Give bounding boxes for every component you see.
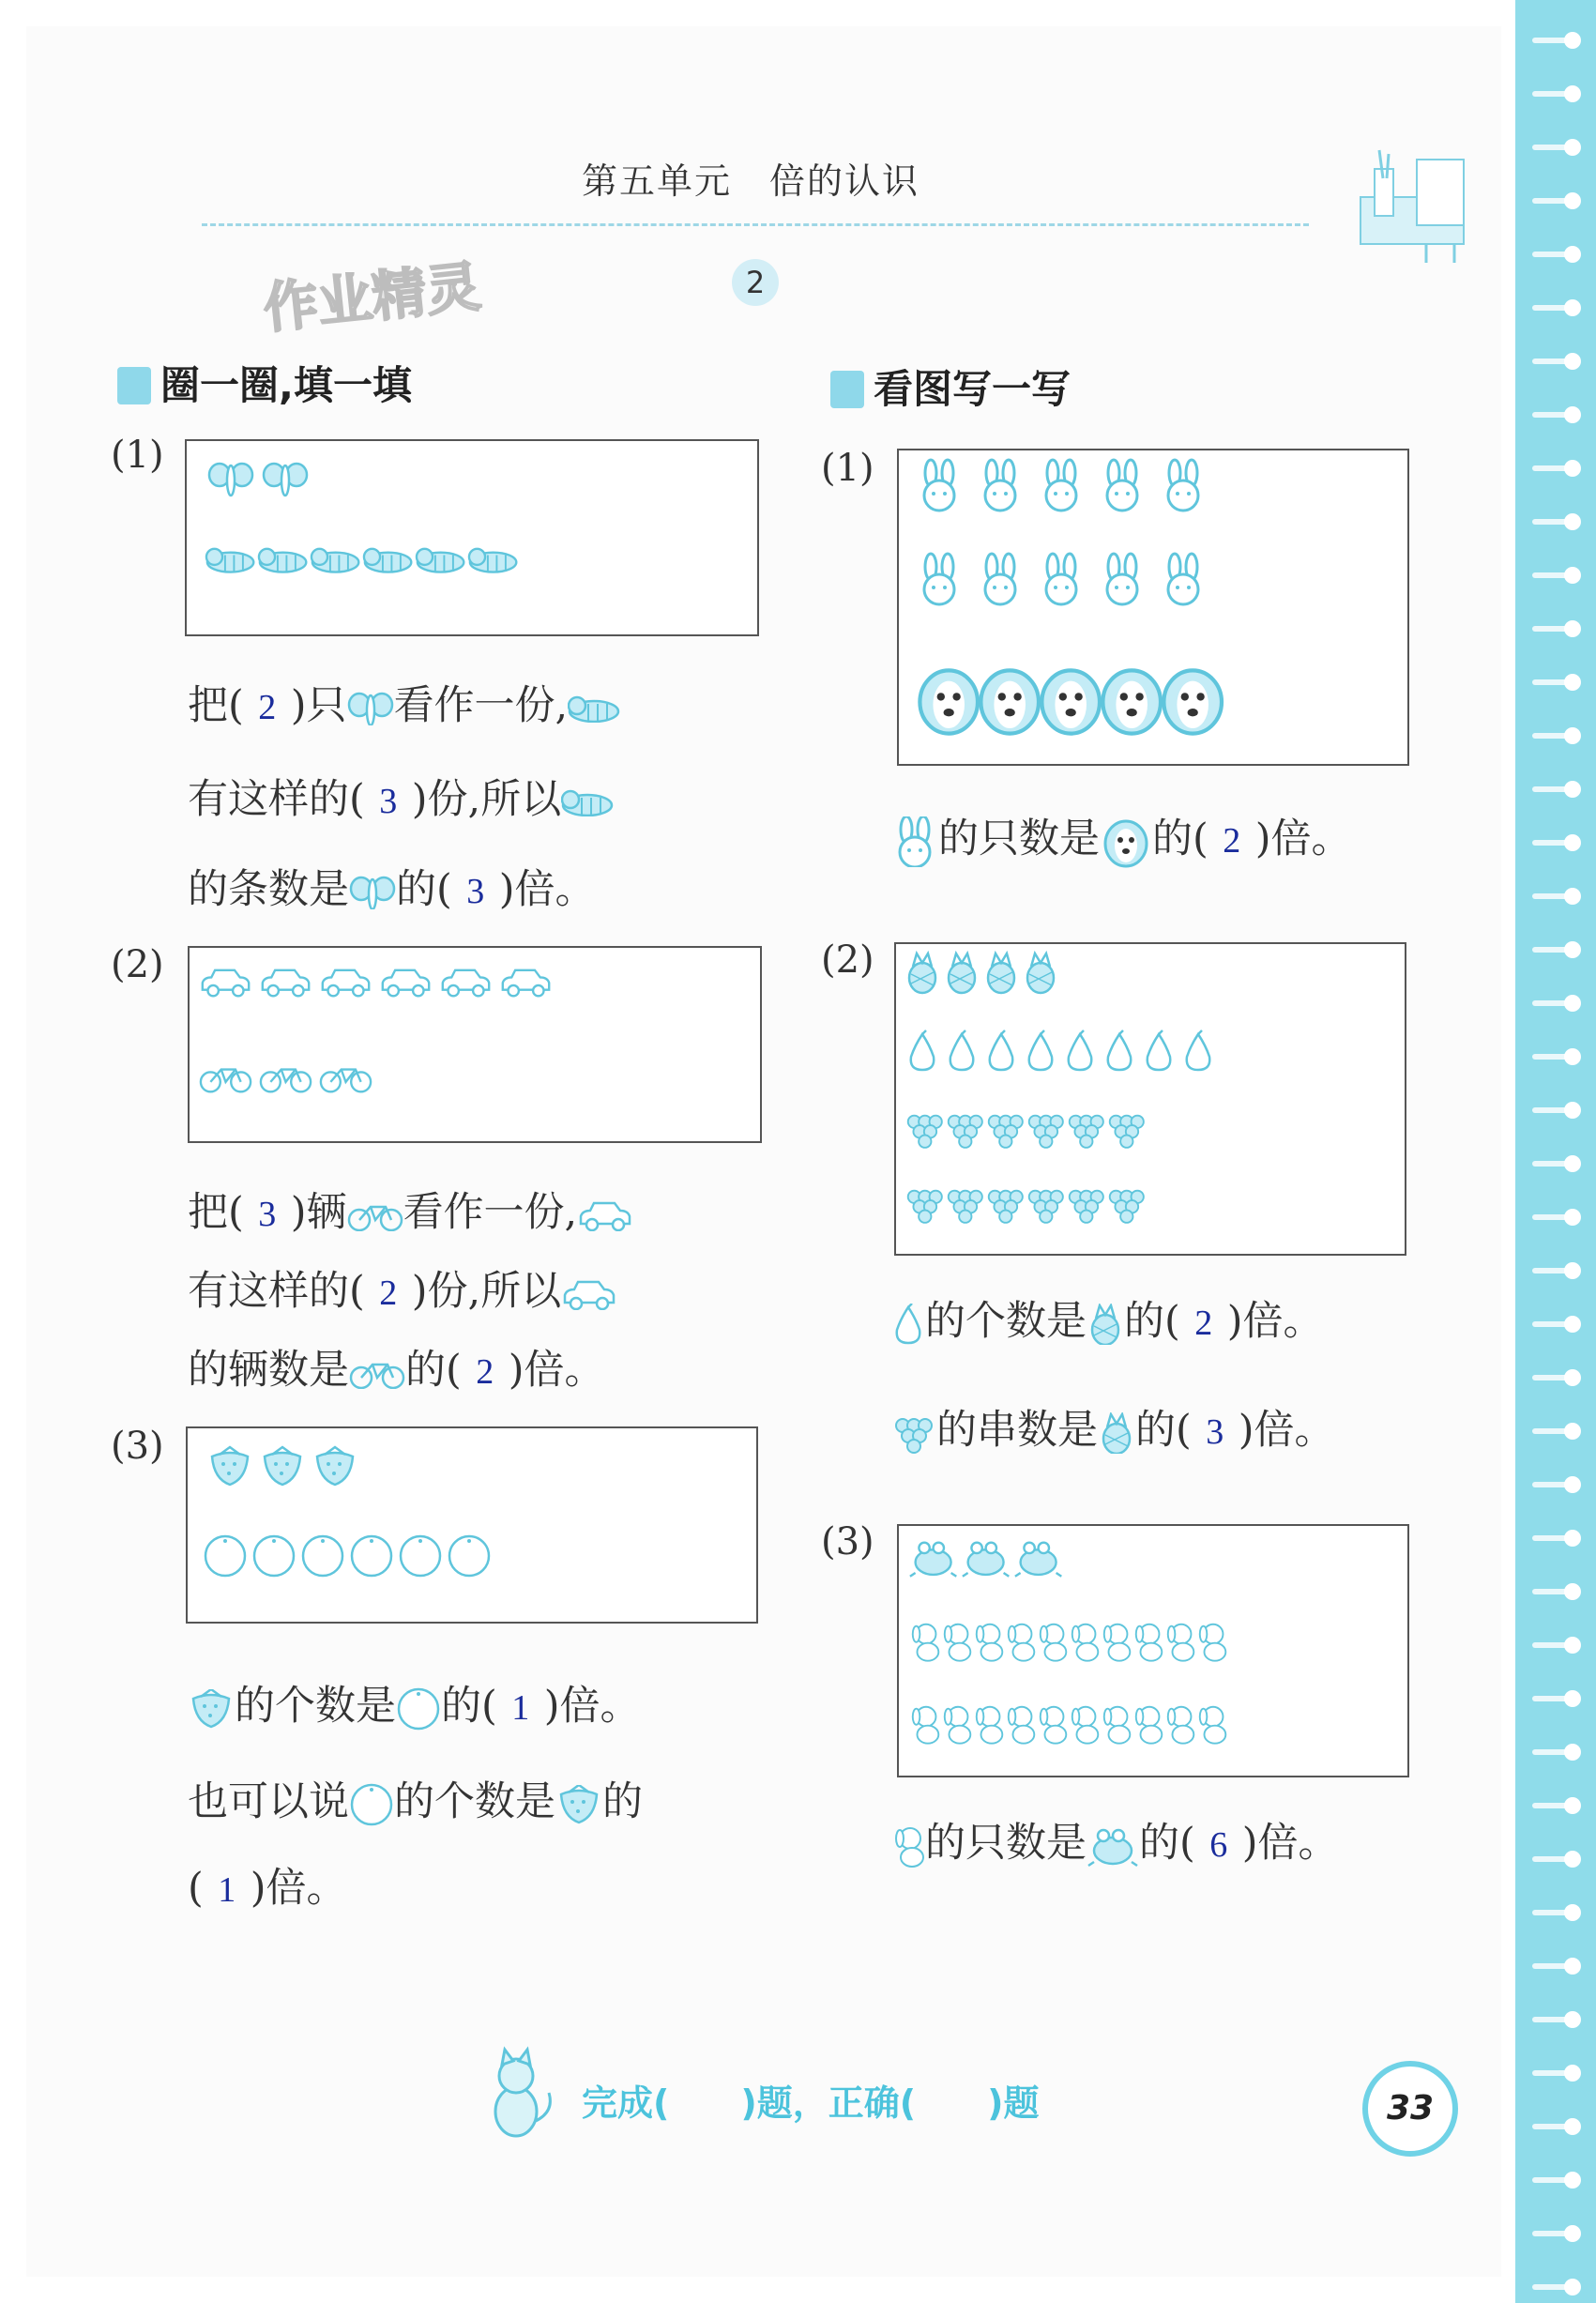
grape-icon [908,1116,942,1148]
binding-hole [1532,893,1573,899]
pineapple-icon [1098,1407,1135,1454]
butterfly-icon [347,682,394,729]
binding-hole [1532,733,1573,739]
bicycle-icon [321,1070,371,1092]
answer-blank[interactable]: 2 [258,688,277,727]
puppy-icon [1041,1624,1067,1661]
binding-hole [1532,1803,1573,1808]
answer-blank[interactable]: 3 [1206,1412,1224,1452]
pear-icon [1187,1030,1210,1070]
answer-line: 的只数是 的( 2 )倍。 [891,807,1352,868]
orange-icon [401,1536,440,1576]
puppy-icon [945,1707,971,1744]
binding-hole [1532,1642,1573,1648]
rabbit-icon [1046,554,1076,604]
puppy-icon [1136,1624,1163,1661]
answer-blank[interactable]: 3 [258,1195,277,1234]
binding-hole [1532,358,1573,364]
butterfly-icon [264,464,307,496]
binding-hole [1532,305,1573,311]
section-title-right [830,358,1071,415]
car-icon [503,970,549,997]
binding-hole [1532,2070,1573,2076]
section-title-left [117,355,412,411]
car-icon [203,970,249,997]
binding-hole [1532,1535,1573,1541]
puppy-icon [1041,1707,1067,1744]
rabbit-icon [985,554,1015,604]
car-icon [323,970,369,997]
rabbit-icon [1046,460,1076,511]
grape-icon [908,1191,942,1223]
grape-icon [989,1116,1023,1148]
section-title-text: 看图写一写 [874,366,1072,412]
binding-hole [1532,252,1573,257]
caterpillar-icon [312,549,358,572]
picture-box-strawberries-oranges [186,1426,758,1624]
caterpillar-icon [469,549,516,572]
puppy-icon [891,1820,925,1867]
answer-blank[interactable]: 1 [511,1688,530,1728]
pear-icon [891,1298,925,1345]
car-icon [561,1268,617,1315]
rabbit-icon [891,816,938,862]
butterfly-icon [209,464,252,496]
binding-hole [1532,465,1573,471]
strawberry-icon [555,1778,602,1825]
answer-line: 的辆数是 的( 2 )倍。 [188,1347,605,1394]
puppy-icon [1104,1707,1131,1744]
answer-line: 的个数是 的( 2 )倍。 [891,1289,1324,1347]
picture-box-fruits [894,942,1406,1256]
question-number: (2) [821,938,874,982]
lesson-number-badge: 2 [732,259,779,306]
frog-icon [1015,1543,1061,1577]
picture-box-cars-bicycles [188,946,762,1143]
completion-tally: 完成( )题，正确( )题 [582,2082,1040,2124]
bicycle-icon [349,1347,405,1394]
answer-line: 有这样的( 2 )份,所以 [188,1259,617,1317]
puppy-icon [1200,1707,1226,1744]
puppy-icon [1168,1707,1194,1744]
picture-box-frogs-puppies [897,1524,1409,1777]
caterpillar-icon [417,549,464,572]
answer-line: 的个数是 的( 1 )倍。 [188,1674,641,1731]
grape-icon [1110,1116,1144,1148]
cat-icon [474,2046,558,2140]
dog-icon [920,670,978,733]
grape-icon [1070,1116,1103,1148]
car-icon [577,1189,633,1236]
picture-box-butterflies-caterpillars [185,439,759,636]
answer-line: 的串数是 的( 3 )倍。 [891,1398,1335,1456]
binding-hole [1532,1054,1573,1060]
rabbit-icon [924,554,954,604]
orange-icon [205,1536,245,1576]
pineapple-icon [1087,1298,1124,1345]
watermark: 作业精灵 [260,254,484,341]
answer-blank[interactable]: 2 [476,1352,494,1392]
binding-hole [1532,38,1573,43]
binding-hole [1532,840,1573,846]
section-marker-icon [830,371,864,408]
grape-icon [1110,1191,1144,1223]
orange-icon [349,1778,394,1825]
puppy-icon [1009,1707,1035,1744]
caterpillar-icon [206,549,253,572]
car-icon [263,970,309,997]
strawberry-icon [212,1447,248,1485]
unit-title: 第五单元 倍的认识 [581,160,920,202]
grape-icon [891,1407,936,1454]
pineapple-icon [949,953,975,993]
orange-icon [352,1536,391,1576]
puppy-icon [1104,1624,1131,1661]
rabbit-icon [1168,554,1198,604]
section-marker-icon [117,367,151,404]
answer-blank[interactable]: 2 [379,1274,398,1313]
answer-line: 的条数是 的( 3 )倍。 [188,866,596,913]
car-icon [443,970,489,997]
binding-hole [1532,1161,1573,1167]
butterfly-icon [349,866,396,913]
binding-hole [1532,626,1573,632]
binding-hole [1532,1214,1573,1220]
question-number: (2) [111,943,164,986]
binding-hole [1532,1482,1573,1487]
puppy-icon [945,1624,971,1661]
rabbit-icon [1107,554,1137,604]
bicycle-icon [261,1070,311,1092]
binding-hole [1532,2284,1573,2290]
orange-icon [254,1536,294,1576]
caterpillar-icon [259,549,306,572]
binding-hole [1532,1375,1573,1380]
binding-hole [1532,1749,1573,1755]
binding-hole [1532,1428,1573,1434]
puppy-icon [977,1624,1003,1661]
pear-icon [1108,1030,1132,1070]
binding-hole [1532,91,1573,97]
binding-hole [1532,2231,1573,2236]
answer-line: 把( 2 )只 看作一份, [188,674,620,731]
caterpillar-icon [568,682,620,729]
binding-hole [1532,2017,1573,2022]
binding-hole [1532,1268,1573,1274]
binding-hole [1532,1696,1573,1701]
question-number: (1) [111,434,164,477]
answer-blank[interactable]: 2 [1194,1304,1213,1343]
orange-icon [396,1683,441,1730]
answer-line: 有这样的( 3 )份,所以 [188,768,614,825]
answer-blank[interactable]: 3 [379,782,398,821]
desk-illustration-icon [1342,141,1482,272]
strawberry-icon [317,1447,353,1485]
puppy-icon [1168,1624,1194,1661]
binding-hole [1532,1963,1573,1969]
puppy-icon [1136,1707,1163,1744]
caterpillar-icon [364,549,411,572]
answer-line: 把( 3 )辆 看作一份, [188,1181,633,1238]
orange-icon [449,1536,489,1576]
binding-hole [1532,947,1573,953]
binding-hole [1532,1589,1573,1594]
answer-blank[interactable]: 6 [1209,1825,1228,1865]
dog-icon [1100,816,1152,862]
picture-box-rabbits-dogs [897,449,1409,766]
pear-icon [1029,1030,1053,1070]
binding-hole [1532,1856,1573,1862]
orange-icon [303,1536,342,1576]
question-number: (1) [821,447,874,490]
pear-icon [990,1030,1013,1070]
pear-icon [911,1030,935,1070]
question-number: (3) [111,1425,164,1468]
rabbit-icon [1107,460,1137,511]
strawberry-icon [265,1447,300,1485]
puppy-icon [1200,1624,1226,1661]
binding-hole [1532,1107,1573,1113]
grape-icon [1070,1191,1103,1223]
answer-line: 也可以说 的个数是 的 [188,1778,643,1825]
frog-icon [910,1543,956,1577]
frog-icon [963,1543,1009,1577]
grape-icon [1029,1191,1063,1223]
bicycle-icon [347,1189,403,1236]
grape-icon [949,1116,982,1148]
rabbit-icon [985,460,1015,511]
page-number: 33 [1362,2061,1458,2157]
answer-blank[interactable]: 3 [466,872,485,911]
binding-hole [1532,2177,1573,2183]
binding-hole [1532,679,1573,685]
binding-hole [1532,1910,1573,1915]
pear-icon [950,1030,974,1070]
binding-hole [1532,1000,1573,1006]
binding-hole [1532,412,1573,418]
pear-icon [1069,1030,1092,1070]
grape-icon [1029,1116,1063,1148]
binding-hole [1532,145,1573,150]
puppy-icon [913,1624,939,1661]
puppy-icon [977,1707,1003,1744]
binding-hole [1532,572,1573,578]
bicycle-icon [201,1070,251,1092]
puppy-icon [1072,1624,1099,1661]
grape-icon [989,1191,1023,1223]
answer-line: ( 1 )倍。 [188,1865,347,1912]
strawberry-icon [188,1683,235,1730]
puppy-icon [1072,1707,1099,1744]
caterpillar-icon [561,776,614,823]
pineapple-icon [988,953,1014,993]
dog-icon [1102,670,1161,733]
car-icon [383,970,429,997]
section-title-text: 圈一圈,填一填 [160,362,412,408]
dog-icon [980,670,1039,733]
answer-line: 的只数是 的( 6 )倍。 [891,1811,1339,1868]
frog-icon [1087,1820,1139,1867]
header-divider [202,223,1309,226]
answer-blank[interactable]: 2 [1223,821,1241,861]
grape-icon [949,1191,982,1223]
spiral-binding [1515,0,1596,2303]
rabbit-icon [924,460,954,511]
binding-hole [1532,2124,1573,2129]
binding-hole [1532,1321,1573,1327]
puppy-icon [1009,1624,1035,1661]
pineapple-icon [1027,953,1054,993]
binding-hole [1532,519,1573,525]
dog-icon [1041,670,1100,733]
question-number: (3) [821,1520,874,1563]
pineapple-icon [909,953,935,993]
binding-hole [1532,786,1573,792]
binding-hole [1532,198,1573,204]
puppy-icon [913,1707,939,1744]
answer-blank[interactable]: 1 [218,1870,236,1910]
rabbit-icon [1168,460,1198,511]
dog-icon [1163,670,1222,733]
pear-icon [1148,1030,1171,1070]
